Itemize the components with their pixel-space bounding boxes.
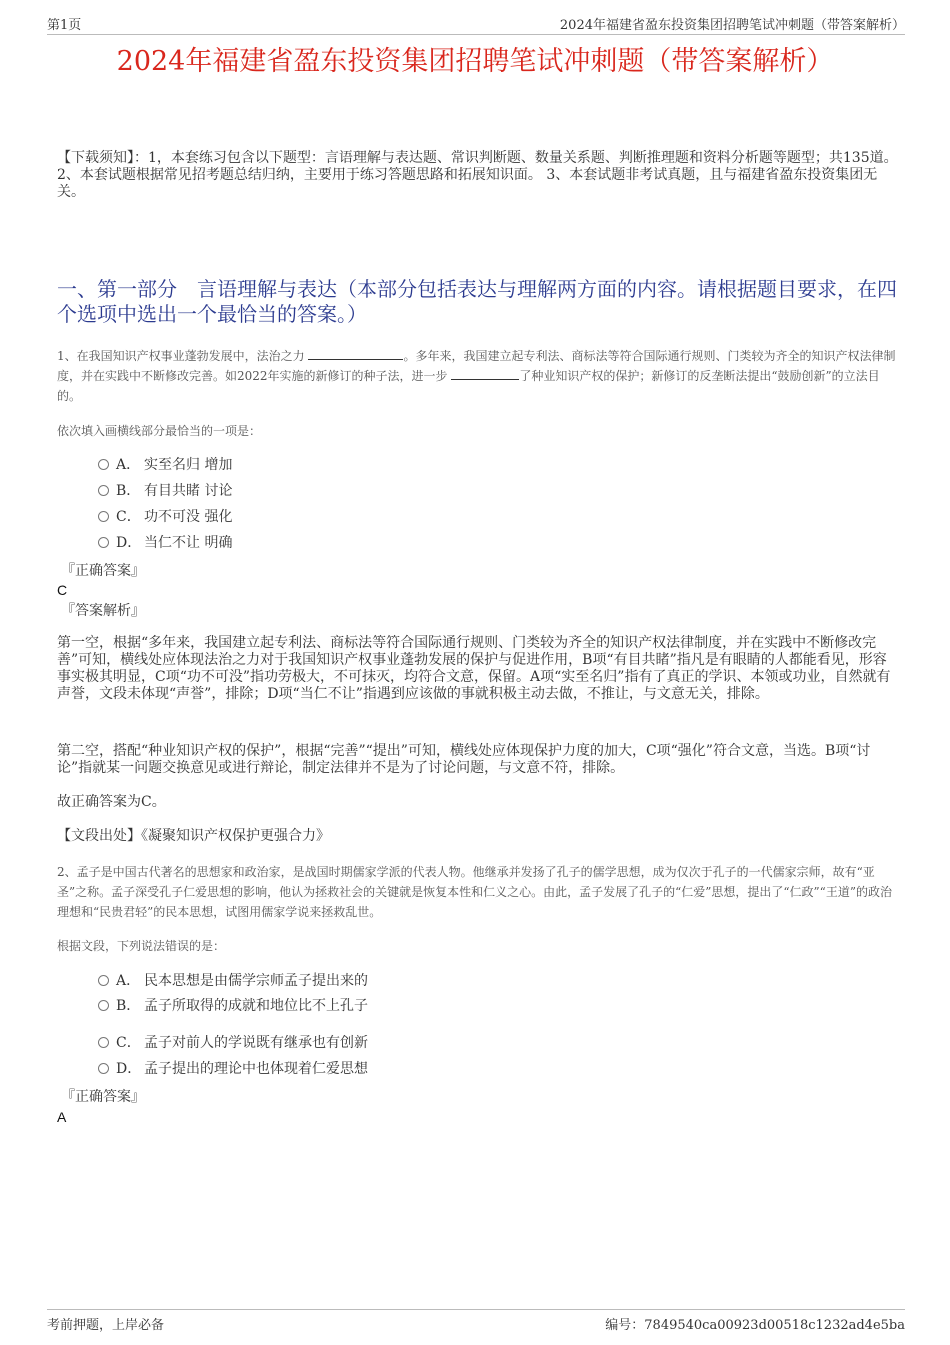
q1-option-c[interactable]: C． 功不可没 强化	[98, 506, 232, 528]
radio-icon[interactable]	[98, 511, 109, 522]
radio-icon[interactable]	[98, 1063, 109, 1074]
q1-stem-part-c: 了种业知识产权的保护；新修订的反垄断法提出“鼓励创新”的立法目的。	[57, 369, 880, 403]
question-2-stem: 2、孟子是中国古代著名的思想家和政治家，是战国时期儒家学派的代表人物。他继承并发扬了孔子的儒学思想，成为仅次于孔子的一代儒家宗师，故有“亚圣”之称。孟子深受孔子仁爱思想的影响，他认为拯救社会的关键就是恢复本性和仁义之心。由此，孟子发展了孔子的“仁爱”思想，提出了“仁政”“王道”的政治理想和“民贵君轻”的民本思想，试图用儒家学说来拯救乱世。	[57, 865, 892, 919]
radio-icon[interactable]	[98, 1037, 109, 1048]
q1-conclusion: 故正确答案为C。	[57, 794, 166, 810]
q1-option-a[interactable]: A． 实至名归 增加	[98, 454, 232, 476]
header-doc-title: 2024年福建省盈东投资集团招聘笔试冲刺题（带答案解析）	[559, 18, 905, 33]
q2-option-a[interactable]: A． 民本思想是由儒学宗师孟子提出来的	[98, 970, 368, 992]
radio-icon[interactable]	[98, 1000, 109, 1011]
q1-stem-part-a: 1、在我国知识产权事业蓬勃发展中，法治之力	[57, 349, 309, 363]
q1-answer-label: 『正确答案』	[61, 563, 145, 579]
question-1-stem	[57, 346, 899, 406]
q1-analysis-2: 第二空，搭配“种业知识产权的保护”，根据“完善”“提出”可知，横线处应体现保护力度的加大，C项“强化”符合文意，当选。B项“讨论”指就某一问题交换意见或进行辩论，制定法律并不是为了讨论问题，与文意不符，排除。	[57, 743, 871, 776]
q2-option-c[interactable]: C． 孟子对前人的学说既有继承也有创新	[98, 1032, 368, 1054]
fill-blank-1	[308, 347, 403, 360]
footer-slogan: 考前押题，上岸必备	[47, 1318, 165, 1333]
q2-option-d[interactable]: D． 孟子提出的理论中也体现着仁爱思想	[98, 1058, 368, 1080]
radio-icon[interactable]	[98, 459, 109, 470]
document-title: 2024年福建省盈东投资集团招聘笔试冲刺题（带答案解析）	[116, 46, 834, 77]
q1-analysis-1: 第一空，根据“多年来，我国建立起专利法、商标法等符合国际通行规则、门类较为齐全的知识产权法律制度，并在实践中不断修改完善”可知，横线处应体现法治之力对于我国知识产权事业蓬勃发展的保护与促进作用，B项“有目共睹”指凡是有眼睛的人都能看见，形容事实极其明显，C项“功不可没”指功劳极大，不可抹灭，均符合文意，保留。A项“实至名归”指有了真正的学识、本领或功业，自然就有声誉，文段未体现“声誉”，排除；D项“当仁不让”指遇到应该做的事就积极主动去做，不推让，与文意无关，排除。	[57, 635, 891, 702]
page-footer	[47, 1309, 905, 1334]
q1-option-d[interactable]: D． 当仁不让 明确	[98, 532, 232, 554]
q1-stem-part-b: 。多年来，我国建立起专利法、商标法等符合国际通行规则、门类较为齐全的知识产权法律制度，并在实践中不断修改完善。如2022年实施的新修订的种子法，进一步	[57, 349, 896, 383]
fill-blank-2	[451, 367, 519, 380]
q2-answer-label: 『正确答案』	[61, 1089, 145, 1105]
section-heading: 一、第一部分 言语理解与表达（本部分包括表达与理解两方面的内容。请根据题目要求，在四个选项中选出一个最恰当的答案。）	[57, 277, 897, 326]
q1-source: 【文段出处】《凝聚知识产权保护更强合力》	[57, 828, 330, 844]
q1-option-b[interactable]: B． 有目共睹 讨论	[98, 480, 232, 502]
q1-analysis-label: 『答案解析』	[61, 603, 145, 619]
download-notice: 【下载须知】：1，本套练习包含以下题型：言语理解与表达题、常识判断题、数量关系题、判断推理题和资料分析题等题型；共135道。 2、本套试题根据常见招考题总结归纳，主要用于练习答题思路和拓展知识面。 3、本套试题非考试真题，且与福建省盈东投资集团无关。	[57, 150, 898, 200]
footer-serial: 编号：7849540ca00923d00518c1232ad4e5ba	[605, 1318, 905, 1333]
page-header	[47, 14, 905, 35]
q2-option-b[interactable]: B． 孟子所取得的成就和地位比不上孔子	[98, 995, 368, 1017]
question-1-prompt: 依次填入画横线部分最恰当的一项是：	[57, 424, 262, 438]
radio-icon[interactable]	[98, 975, 109, 986]
radio-icon[interactable]	[98, 485, 109, 496]
radio-icon[interactable]	[98, 537, 109, 548]
page-number: 第1页	[47, 18, 82, 33]
q1-answer: C	[57, 582, 68, 598]
question-2-prompt: 根据文段，下列说法错误的是：	[57, 939, 226, 953]
q2-answer: A	[57, 1109, 67, 1125]
